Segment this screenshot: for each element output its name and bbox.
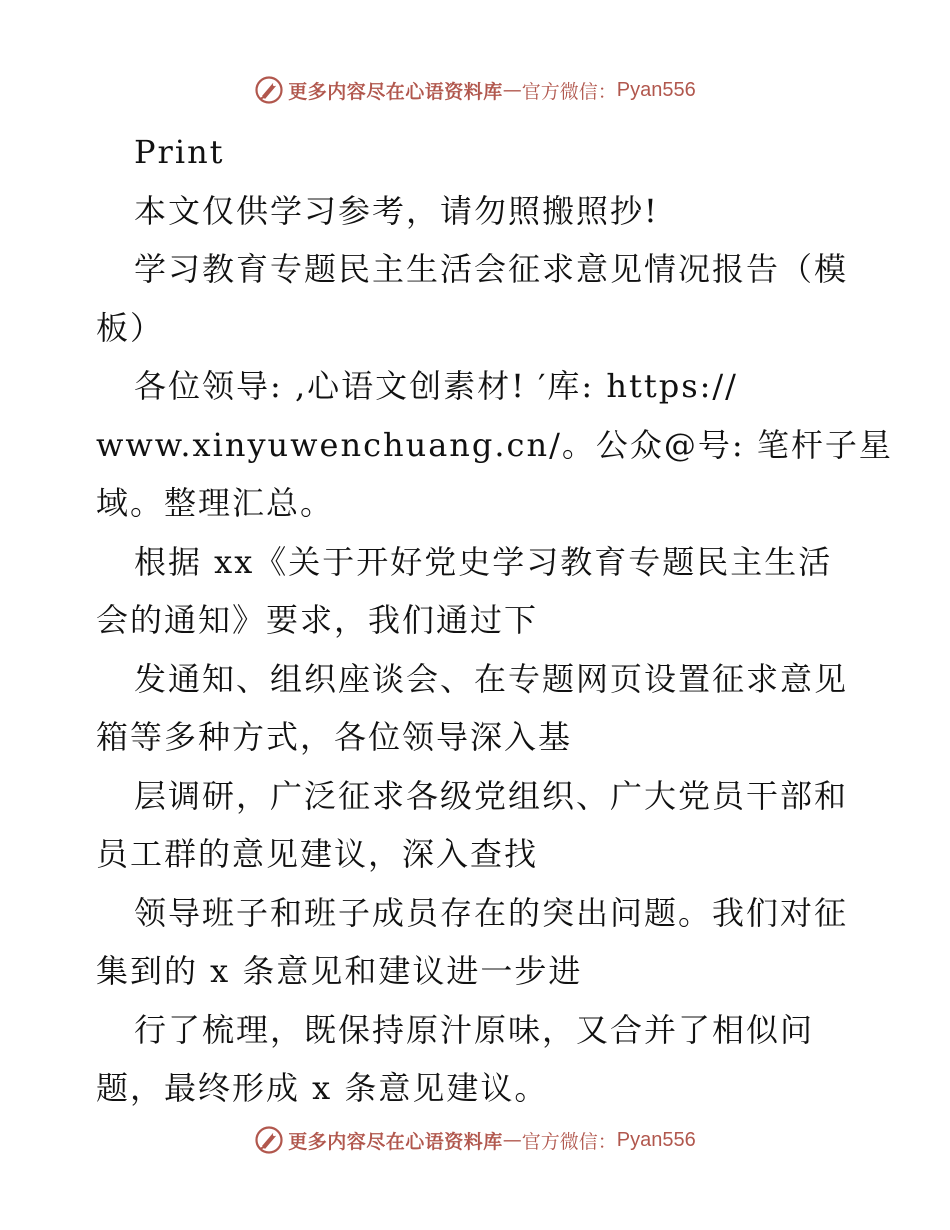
pen-nib-logo-icon [254,75,284,105]
doc-line-para5-cont: 题，最终形成 x 条意见建议。 [96,1069,549,1107]
doc-line-para4-cont: 集到的 x 条意见和建议进一步进 [96,952,583,990]
doc-line-disclaimer: 本文仅供学习参考，请勿照搬照抄! [134,191,659,230]
footer-watermark [0,1120,950,1160]
pen-nib-logo-icon [254,1125,284,1155]
doc-line-para4: 领导班子和班子成员存在的突出问题。我们对征 [134,893,849,932]
watermark-site-text: 更多内容尽在心语资料库 [288,80,503,103]
document-body [96,123,893,1118]
watermark-label: 官方微信： [521,80,617,103]
doc-line-para3: 层调研，广泛征求各级党组织、广大党员干部和 [134,776,849,815]
doc-line-compiled: 域。整理汇总。 [96,484,335,522]
doc-line-url: www.xinyuwenchuang.cn/。公众@号: 笔杆子星 [96,425,893,464]
doc-line-print: Print [134,133,225,171]
doc-line-para2: 发通知、组织座谈会、在专题网页设置征求意见 [134,659,849,698]
doc-line-para3-cont: 员工群的意见建议，深入查找 [96,835,539,873]
doc-line-para1-cont: 会的通知》要求，我们通过下 [96,601,539,639]
watermark-dash: — [502,1129,522,1151]
doc-line-greeting: 各位领导: ,心语文创素材! ′库: https:// [134,367,738,405]
doc-line-para1: 根据 xx《关于开好党史学习教育专题民主生活 [134,542,833,581]
watermark-id: Pyan556 [616,78,696,101]
doc-line-title: 学习教育专题民主生活会征求意见情况报告（模 [134,250,849,288]
watermark-id: Pyan556 [616,1128,696,1151]
doc-line-para5: 行了梳理，既保持原汁原味，又合并了相似问 [134,1010,815,1049]
doc-line-para2-cont: 箱等多种方式，各位领导深入基 [96,718,573,756]
watermark-label: 官方微信： [521,1130,617,1153]
header-watermark [0,70,950,110]
watermark-dash: — [502,79,522,101]
watermark-site-text: 更多内容尽在心语资料库 [288,1130,503,1153]
doc-line-title-cont: 板） [96,308,165,347]
